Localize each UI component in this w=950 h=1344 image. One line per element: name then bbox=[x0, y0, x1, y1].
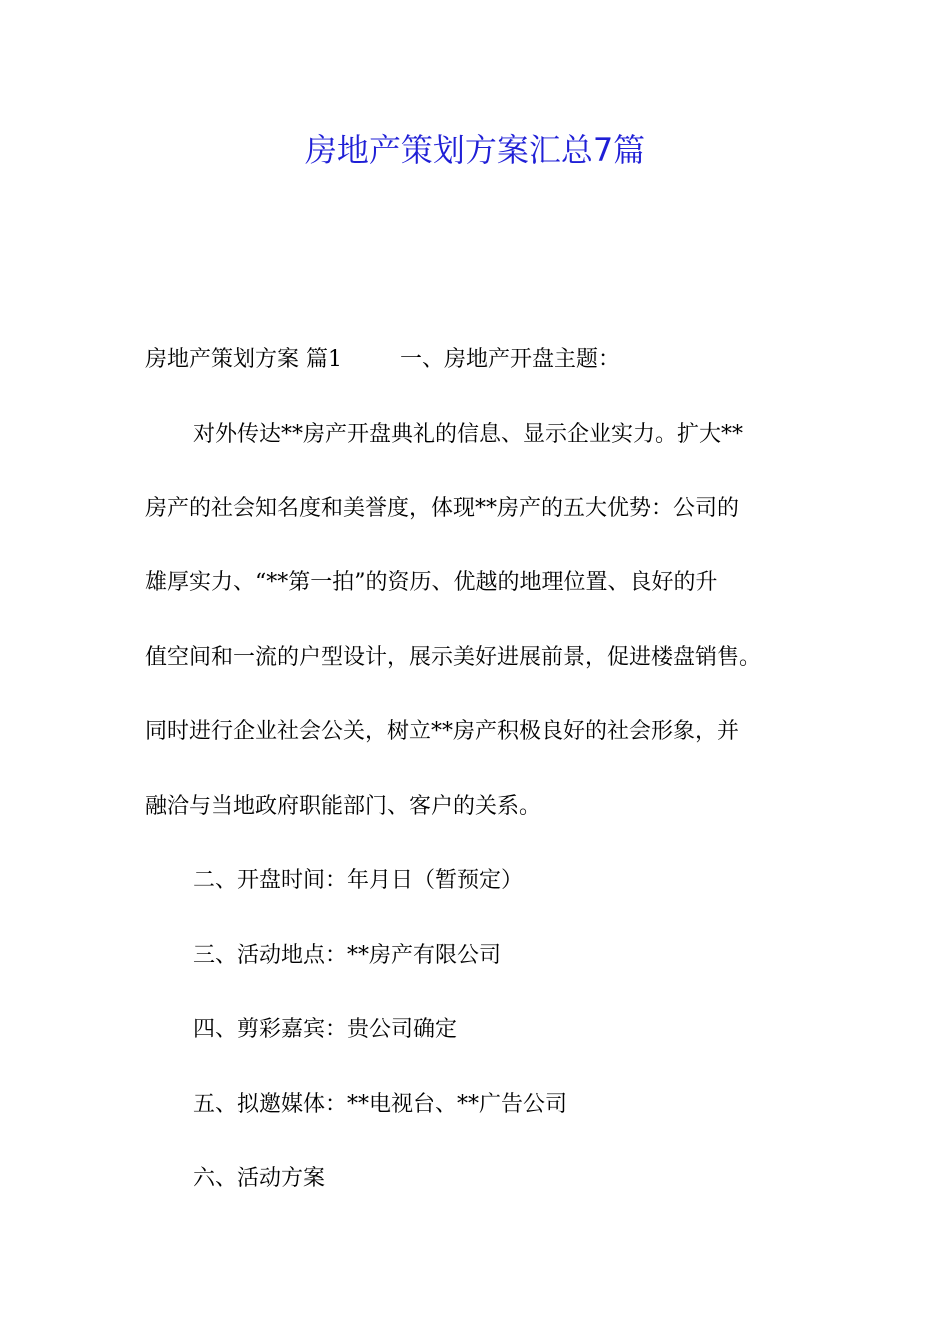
document-title: 房地产策划方案汇总7篇 bbox=[304, 131, 646, 169]
section-heading-1: 一、房地产开盘主题： bbox=[400, 347, 621, 372]
paragraph-line-2: 房产的社会知名度和美誉度，体现**房产的五大优势：公司的 bbox=[145, 496, 740, 521]
section-3: 三、活动地点：**房产有限公司 bbox=[193, 943, 502, 968]
paragraph-line-5: 同时进行企业社会公关，树立**房产积极良好的社会形象，并 bbox=[145, 719, 740, 744]
section-5: 五、拟邀媒体：**电视台、**广告公司 bbox=[193, 1092, 568, 1117]
paragraph-line-4: 值空间和一流的户型设计，展示美好进展前景，促进楼盘销售。 bbox=[145, 645, 762, 670]
paragraph-line-1: 对外传达**房产开盘典礼的信息、显示企业实力。扩大** bbox=[193, 422, 744, 447]
chapter-label: 房地产策划方案 篇1 bbox=[145, 347, 342, 372]
section-6: 六、活动方案 bbox=[193, 1166, 326, 1191]
section-4: 四、剪彩嘉宾：贵公司确定 bbox=[193, 1017, 458, 1042]
section-2: 二、开盘时间：年月日（暂预定） bbox=[193, 868, 524, 893]
paragraph-line-3: 雄厚实力、“**第一拍”的资历、优越的地理位置、良好的升 bbox=[145, 570, 718, 595]
paragraph-line-6: 融洽与当地政府职能部门、客户的关系。 bbox=[145, 794, 542, 819]
chapter-heading-line bbox=[145, 345, 620, 375]
